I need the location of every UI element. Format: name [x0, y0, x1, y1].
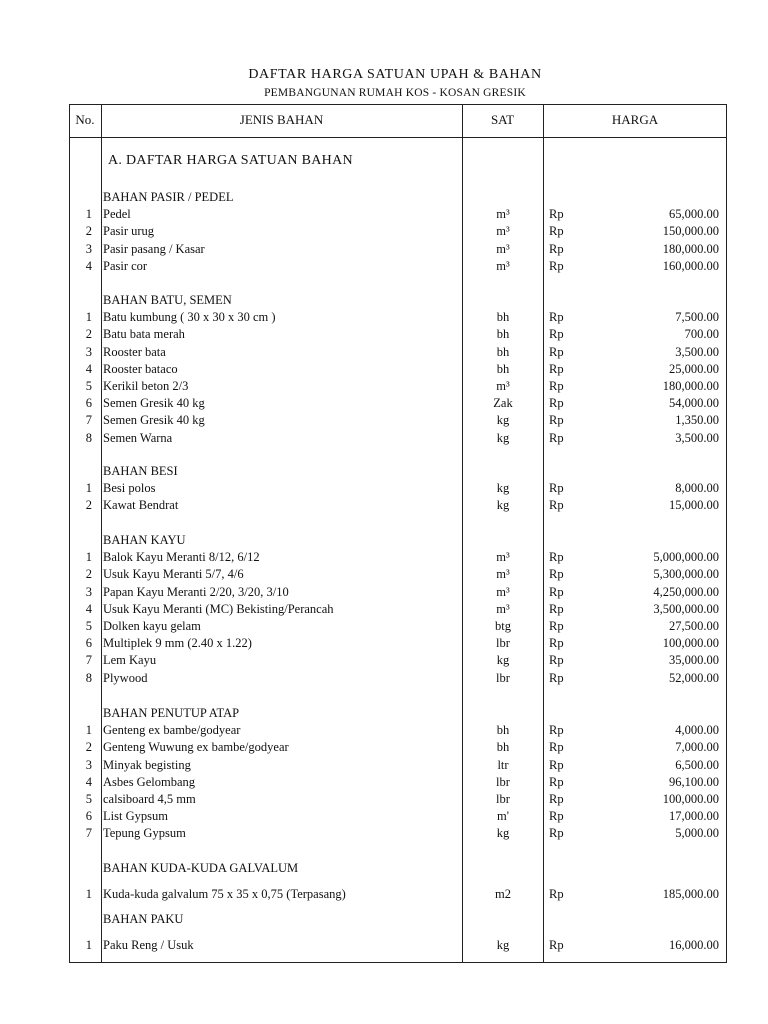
item-number: 4 [85, 601, 92, 616]
item-currency: Rp [549, 396, 564, 411]
item-currency: Rp [549, 550, 564, 565]
item-number: 6 [85, 636, 92, 651]
item-price: 52,000.00 [669, 670, 719, 685]
table-row [0, 361, 768, 378]
item-name: Batu bata merah [103, 327, 185, 342]
item-price: 5,300,000.00 [653, 567, 719, 582]
item-unit: bh [496, 723, 510, 738]
item-name: Asbes Gelombang [103, 774, 195, 789]
table-row [0, 601, 768, 618]
item-number: 1 [85, 887, 92, 902]
item-name: Kuda-kuda galvalum 75 x 35 x 0,75 (Terpasang) [103, 887, 346, 902]
table-row [0, 937, 768, 954]
item-currency: Rp [549, 361, 564, 376]
item-price: 16,000.00 [669, 938, 719, 953]
table-row [0, 480, 768, 497]
item-name: Plywood [103, 670, 148, 685]
section-title: A. DAFTAR HARGA SATUAN BAHAN [108, 153, 353, 168]
group-title: BAHAN PENUTUP ATAP [103, 706, 240, 720]
item-name: Lem Kayu [103, 653, 157, 668]
item-currency: Rp [549, 498, 564, 513]
item-number: 6 [85, 809, 92, 824]
item-unit: m³ [496, 550, 510, 565]
item-price: 27,500.00 [669, 619, 719, 633]
item-unit: m' [497, 809, 509, 824]
item-currency: Rp [549, 809, 564, 824]
item-name: Rooster bataco [103, 361, 178, 376]
item-unit: ltr [497, 757, 509, 772]
item-unit: kg [496, 938, 510, 953]
item-price: 54,000.00 [669, 396, 719, 411]
table-row [0, 774, 768, 791]
item-number: 1 [85, 723, 92, 738]
table-row [0, 618, 768, 635]
item-currency: Rp [549, 619, 564, 633]
table-row [0, 791, 768, 808]
item-name: Semen Warna [103, 430, 173, 445]
item-price: 7,000.00 [675, 740, 719, 755]
item-name: Usuk Kayu Meranti (MC) Bekisting/Perancah [103, 601, 334, 616]
item-currency: Rp [549, 792, 564, 806]
item-currency: Rp [549, 207, 564, 222]
item-currency: Rp [549, 653, 564, 668]
item-currency: Rp [549, 413, 564, 428]
item-number: 1 [85, 550, 92, 565]
item-price: 3,500,000.00 [653, 601, 719, 616]
item-number: 2 [85, 567, 92, 582]
item-price: 150,000.00 [662, 224, 719, 239]
item-currency: Rp [549, 826, 564, 841]
item-unit: lbr [496, 636, 510, 651]
header-jenis-bahan: JENIS BAHAN [239, 112, 324, 127]
item-name: Pedel [103, 207, 131, 222]
item-currency: Rp [549, 258, 564, 273]
header-sat: SAT [490, 112, 515, 127]
item-currency: Rp [549, 224, 564, 239]
item-currency: Rp [549, 938, 564, 953]
table-row [0, 430, 768, 447]
item-unit: m³ [496, 258, 510, 273]
item-name: Paku Reng / Usuk [103, 938, 194, 953]
table-row [0, 549, 768, 566]
item-currency: Rp [549, 481, 564, 496]
table-row [0, 326, 768, 343]
item-name: Semen Gresik 40 kg [103, 413, 205, 428]
item-name: Kerikil beton 2/3 [103, 379, 189, 393]
item-number: 4 [85, 258, 92, 273]
header-no: No. [75, 112, 95, 127]
item-currency: Rp [549, 310, 564, 325]
item-price: 180,000.00 [662, 379, 719, 393]
item-currency: Rp [549, 601, 564, 616]
item-name: Usuk Kayu Meranti 5/7, 4/6 [103, 567, 244, 582]
item-price: 3,500.00 [675, 430, 719, 445]
item-price: 100,000.00 [662, 792, 719, 806]
document-title: DAFTAR HARGA SATUAN UPAH & BAHAN [248, 67, 542, 82]
item-currency: Rp [549, 757, 564, 772]
item-name: calsiboard 4,5 mm [103, 792, 196, 806]
table-row [0, 757, 768, 774]
item-number: 2 [85, 498, 92, 513]
item-name: Multiplek 9 mm (2.40 x 1.22) [103, 636, 252, 651]
item-unit: m³ [496, 567, 510, 582]
item-unit: kg [496, 413, 510, 428]
item-currency: Rp [549, 636, 564, 651]
item-unit: bh [496, 740, 510, 755]
item-name: Pasir urug [103, 224, 155, 239]
item-unit: bh [496, 327, 510, 342]
item-currency: Rp [549, 344, 564, 359]
document-subtitle: PEMBANGUNAN RUMAH KOS - KOSAN GRESIK [264, 87, 526, 99]
item-currency: Rp [549, 379, 564, 393]
item-unit: btg [495, 619, 511, 633]
item-price: 700.00 [684, 327, 719, 342]
item-number: 8 [85, 670, 92, 685]
item-number: 1 [85, 481, 92, 496]
item-number: 5 [85, 619, 92, 633]
item-number: 4 [85, 774, 92, 789]
table-row [0, 886, 768, 903]
item-currency: Rp [549, 723, 564, 738]
table-row [0, 223, 768, 240]
item-currency: Rp [549, 567, 564, 582]
item-number: 1 [85, 938, 92, 953]
item-price: 17,000.00 [669, 809, 719, 824]
item-price: 15,000.00 [669, 498, 719, 513]
item-price: 100,000.00 [662, 636, 719, 651]
table-row [0, 566, 768, 583]
item-price: 160,000.00 [662, 258, 719, 273]
item-name: List Gypsum [103, 809, 168, 824]
table-row [0, 584, 768, 601]
item-number: 5 [85, 379, 92, 393]
item-unit: kg [496, 826, 510, 841]
item-number: 4 [85, 361, 92, 376]
table-row [0, 412, 768, 429]
item-unit: Zak [493, 396, 513, 411]
group-title: BAHAN PASIR / PEDEL [103, 190, 234, 204]
item-unit: kg [496, 430, 510, 445]
item-unit: m³ [496, 379, 510, 393]
item-name: Kawat Bendrat [103, 498, 179, 513]
item-name: Rooster bata [103, 344, 166, 359]
item-number: 3 [85, 344, 92, 359]
item-price: 96,100.00 [669, 774, 719, 789]
item-unit: lbr [496, 670, 510, 685]
item-name: Pasir pasang / Kasar [103, 241, 205, 256]
item-price: 4,250,000.00 [653, 584, 719, 599]
item-unit: bh [496, 344, 510, 359]
group-title: BAHAN KAYU [103, 533, 186, 547]
item-price: 3,500.00 [675, 344, 719, 359]
table-row [0, 309, 768, 326]
item-number: 3 [85, 757, 92, 772]
item-price: 35,000.00 [669, 653, 719, 668]
item-name: Balok Kayu Meranti 8/12, 6/12 [103, 550, 260, 565]
header-harga: HARGA [611, 112, 659, 127]
group-title: BAHAN KUDA-KUDA GALVALUM [103, 861, 299, 875]
table-row [0, 670, 768, 687]
item-unit: kg [496, 498, 510, 513]
item-price: 4,000.00 [675, 723, 719, 738]
item-currency: Rp [549, 241, 564, 256]
table-row [0, 497, 768, 514]
group-title: BAHAN PAKU [103, 912, 184, 926]
item-price: 180,000.00 [662, 241, 719, 256]
item-number: 2 [85, 740, 92, 755]
table-row [0, 206, 768, 223]
item-currency: Rp [549, 740, 564, 755]
item-unit: m³ [496, 241, 510, 256]
table-row [0, 652, 768, 669]
item-number: 7 [85, 826, 92, 841]
item-name: Genteng Wuwung ex bambe/godyear [103, 740, 289, 755]
item-number: 6 [85, 396, 92, 411]
item-name: Dolken kayu gelam [103, 619, 201, 633]
table-row [0, 635, 768, 652]
item-currency: Rp [549, 430, 564, 445]
item-price: 1,350.00 [675, 413, 719, 428]
item-unit: kg [496, 481, 510, 496]
item-name: Minyak begisting [103, 757, 191, 772]
item-number: 1 [85, 310, 92, 325]
item-unit: m2 [495, 887, 511, 902]
group-title: BAHAN BATU, SEMEN [103, 293, 232, 307]
table-row [0, 258, 768, 275]
item-price: 65,000.00 [669, 207, 719, 222]
item-unit: bh [496, 310, 510, 325]
item-currency: Rp [549, 887, 564, 902]
item-currency: Rp [549, 584, 564, 599]
item-unit: kg [496, 653, 510, 668]
item-price: 6,500.00 [675, 757, 719, 772]
item-number: 7 [85, 413, 92, 428]
item-unit: m³ [496, 584, 510, 599]
item-currency: Rp [549, 327, 564, 342]
item-number: 2 [85, 327, 92, 342]
item-name: Tepung Gypsum [103, 826, 186, 841]
item-unit: m³ [496, 601, 510, 616]
item-currency: Rp [549, 670, 564, 685]
item-unit: lbr [496, 774, 510, 789]
item-price: 7,500.00 [675, 310, 719, 325]
item-name: Batu kumbung ( 30 x 30 x 30 cm ) [103, 310, 276, 325]
item-number: 2 [85, 224, 92, 239]
item-number: 3 [85, 584, 92, 599]
item-number: 8 [85, 430, 92, 445]
table-row [0, 241, 768, 258]
item-currency: Rp [549, 774, 564, 789]
item-price: 8,000.00 [675, 481, 719, 496]
item-unit: bh [496, 361, 510, 376]
item-name: Papan Kayu Meranti 2/20, 3/20, 3/10 [103, 584, 289, 599]
item-unit: m³ [496, 207, 510, 222]
item-number: 5 [85, 792, 92, 806]
table-row [0, 395, 768, 412]
table-row [0, 344, 768, 361]
item-number: 3 [85, 241, 92, 256]
item-number: 1 [85, 207, 92, 222]
group-title: BAHAN BESI [103, 464, 178, 478]
item-price: 5,000.00 [675, 826, 719, 841]
item-unit: m³ [496, 224, 510, 239]
item-name: Besi polos [103, 481, 156, 496]
item-name: Pasir cor [103, 258, 148, 273]
table-row [0, 378, 768, 395]
item-name: Genteng ex bambe/godyear [103, 723, 241, 738]
item-price: 5,000,000.00 [653, 550, 719, 565]
table-row [0, 739, 768, 756]
table-row [0, 808, 768, 825]
item-number: 7 [85, 653, 92, 668]
item-name: Semen Gresik 40 kg [103, 396, 205, 411]
item-price: 185,000.00 [662, 887, 719, 902]
table-row [0, 722, 768, 739]
item-price: 25,000.00 [669, 361, 719, 376]
item-unit: lbr [496, 792, 510, 806]
table-row [0, 825, 768, 842]
